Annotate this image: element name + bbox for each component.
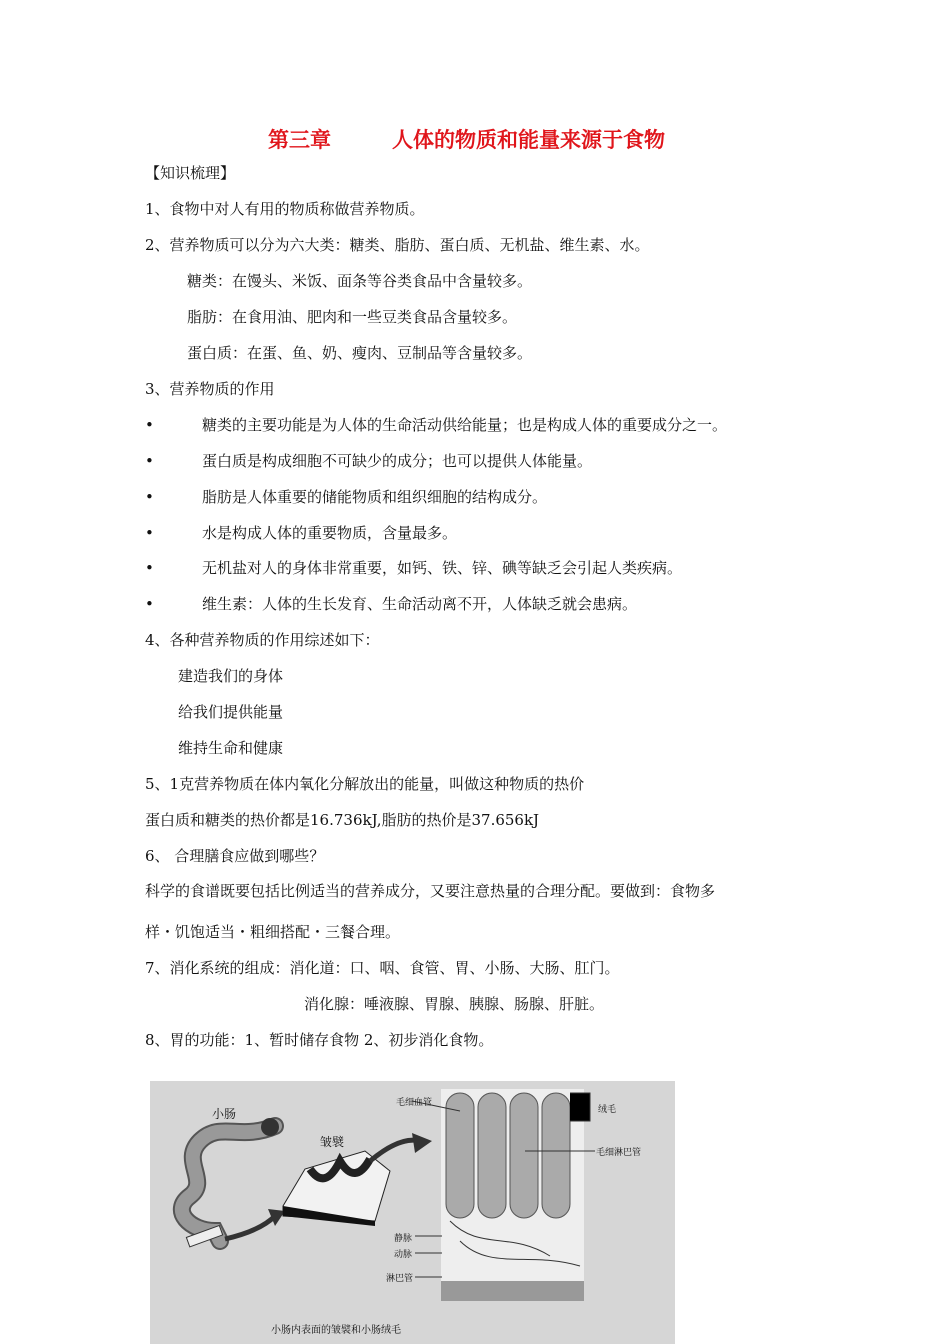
paragraph: 5、1克营养物质在体内氧化分解放出的能量，叫做这种物质的热价	[145, 775, 585, 793]
bullet-marker: •	[145, 488, 154, 506]
section-heading: 【知识梳理】	[145, 164, 236, 182]
bullet-marker: •	[145, 452, 154, 470]
paragraph: 6、 合理膳食应做到哪些？	[145, 847, 325, 865]
bullet-item: 水是构成人体的重要物质，含量最多。	[202, 524, 458, 542]
paragraph: 2、营养物质可以分为六大类：糖类、脂肪、蛋白质、无机盐、维生素、水。	[145, 236, 650, 254]
bullet-marker: •	[145, 595, 154, 613]
paragraph: 给我们提供能量	[178, 703, 284, 721]
label-artery: 动脉	[394, 1250, 413, 1260]
paragraph: 蛋白质：在蛋、鱼、奶、瘦肉、豆制品等含量较多。	[187, 344, 533, 362]
bullet-marker: •	[145, 559, 154, 577]
figure-caption: 小肠内表面的皱襞和小肠绒毛	[271, 1325, 401, 1336]
paragraph: 脂肪：在食用油、肥肉和一些豆类食品含量较多。	[187, 308, 518, 326]
paragraph: 蛋白质和糖类的热价都是16.736kJ,脂肪的热价是37.656kJ	[145, 811, 540, 829]
label-lymph-capillary: 毛细淋巴管	[596, 1148, 642, 1158]
label-lymph-vessel: 淋巴管	[386, 1274, 414, 1284]
paragraph: 样・饥饱适当・粗细搭配・三餐合理。	[145, 923, 401, 941]
bullet-item: 无机盐对人的身体非常重要，如钙、铁、锌、碘等缺乏会引起人类疾病。	[202, 559, 683, 577]
bullet-marker: •	[145, 416, 154, 434]
paragraph: 4、各种营养物质的作用综述如下：	[145, 631, 380, 649]
bullet-item: 蛋白质是构成细胞不可缺少的成分；也可以提供人体能量。	[202, 452, 593, 470]
paragraph: 8、胃的功能：1、暂时储存食物 2、初步消化食物。	[145, 1031, 494, 1049]
label-villi: 绒毛	[598, 1105, 617, 1115]
label-vein: 静脉	[394, 1234, 413, 1244]
paragraph: 维持生命和健康	[178, 739, 284, 757]
label-capillary: 毛细血管	[396, 1098, 433, 1108]
label-small-intestine: 小肠	[212, 1107, 237, 1121]
paragraph: 消化腺：唾液腺、胃腺、胰腺、肠腺、肝脏。	[304, 995, 605, 1013]
chapter-number: 第三章	[268, 127, 331, 152]
chapter-title: 人体的物质和能量来源于食物	[392, 127, 665, 152]
label-folds: 皱襞	[320, 1135, 345, 1149]
bullet-item: 维生素：人体的生长发育、生命活动离不开，人体缺乏就会患病。	[202, 595, 638, 613]
paragraph: 7、消化系统的组成：消化道：口、咽、食管、胃、小肠、大肠、肛门。	[145, 959, 620, 977]
paragraph: 3、营养物质的作用	[145, 380, 275, 398]
paragraph: 1、食物中对人有用的物质称做营养物质。	[145, 200, 425, 218]
paragraph: 糖类：在馒头、米饭、面条等谷类食品中含量较多。	[187, 272, 533, 290]
bullet-item: 糖类的主要功能是为人体的生命活动供给能量；也是构成人体的重要成分之一。	[202, 416, 728, 434]
intestine-villi-figure	[150, 1081, 675, 1344]
paragraph: 建造我们的身体	[178, 667, 284, 685]
bullet-marker: •	[145, 524, 154, 542]
paragraph: 科学的食谱既要包括比例适当的营养成分，又要注意热量的合理分配。要做到：食物多	[145, 882, 716, 900]
bullet-item: 脂肪是人体重要的储能物质和组织细胞的结构成分。	[202, 488, 548, 506]
